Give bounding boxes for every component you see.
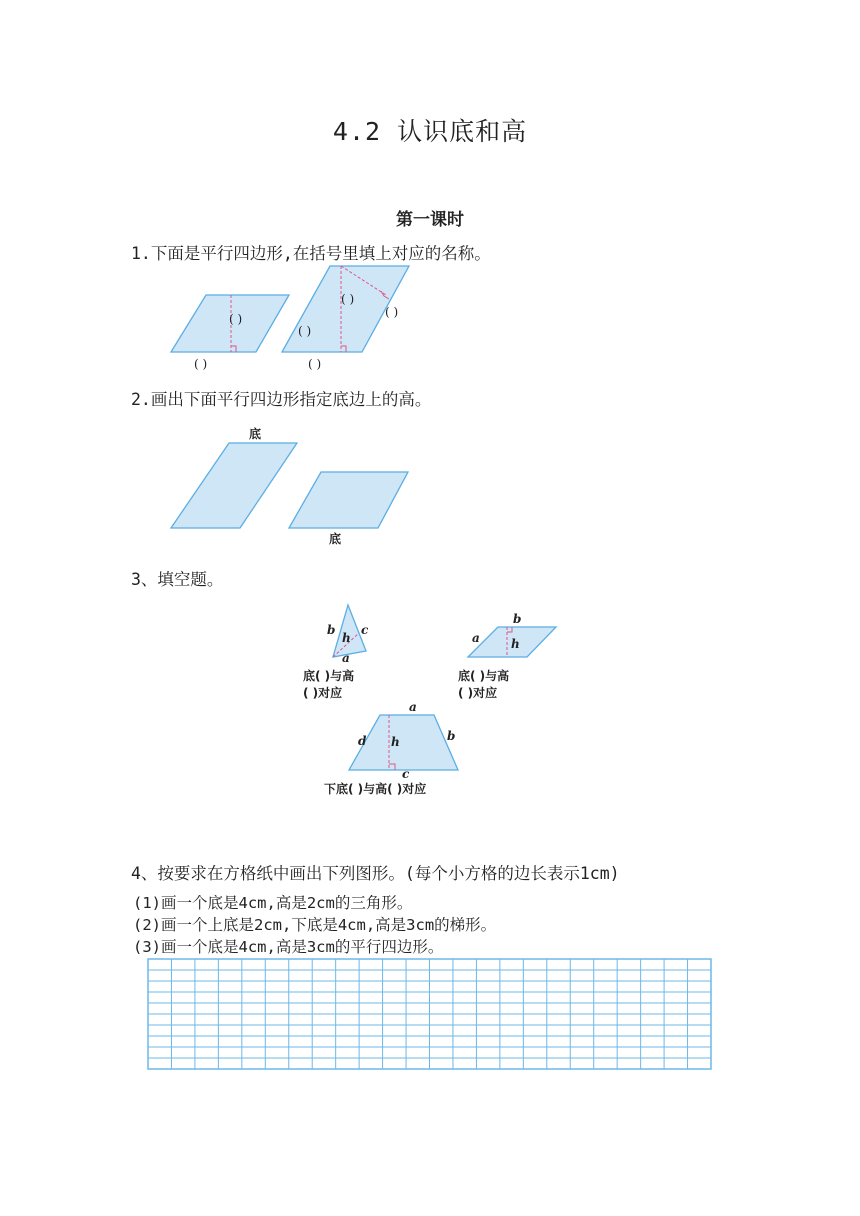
question-4-item-3: (3)画一个底是4cm,高是3cm的平行四边形。 [133,938,444,956]
q1-right-base-blank: ( ) [308,357,322,371]
q3-triangle-line2: ( )对应 [303,686,343,700]
q3-parallelogram-label-b: b [513,612,522,626]
q1-right-slant-height-blank: ( ) [341,292,355,306]
q2-top-base-label: 底 [249,427,262,441]
q3-parallelogram-line1: 底( )与高 [458,669,510,683]
q3-trapezoid-label-b: b [447,729,456,743]
question-4-text: 4、按要求在方格纸中画出下列图形。(每个小方格的边长表示1cm) [131,864,620,883]
q3-triangle-label-a: a [342,651,350,665]
question-1-text: 1.下面是平行四边形,在括号里填上对应的名称。 [131,244,491,263]
q1-left-base-blank: ( ) [194,357,208,371]
q1-right-height-blank: ( ) [298,324,312,338]
q2-bottom-base-label: 底 [329,532,342,546]
q3-trapezoid-label-h: h [391,735,400,749]
q3-parallelogram-line2: ( )对应 [458,686,498,700]
q3-triangle-line1: 底( )与高 [303,669,355,683]
q3-trapezoid-label-d: d [358,734,367,748]
q3-trapezoid-label-c: c [402,767,410,781]
lesson-subtitle: 第一课时 [396,210,464,230]
q3-parallelogram-label-a: a [472,631,480,645]
q1-right-side-blank: ( ) [385,305,399,319]
q3-triangle-label-h: h [342,631,351,645]
question-2-text: 2.画出下面平行四边形指定底边上的高。 [131,390,432,409]
q1-left-height-blank: ( ) [229,312,243,326]
q3-parallelogram-label-h: h [511,637,520,651]
question-4-item-1: (1)画一个底是4cm,高是2cm的三角形。 [133,894,413,912]
q3-trapezoid-line: 下底( )与高( )对应 [324,782,427,796]
page-title: 4.2 认识底和高 [332,117,528,146]
question-4-item-2: (2)画一个上底是2cm,下底是4cm,高是3cm的梯形。 [133,916,497,934]
q3-triangle-label-b: b [327,623,336,637]
q3-triangle-label-c: c [361,623,369,637]
question-3-text: 3、填空题。 [131,570,224,589]
q3-trapezoid-label-a: a [409,700,417,714]
